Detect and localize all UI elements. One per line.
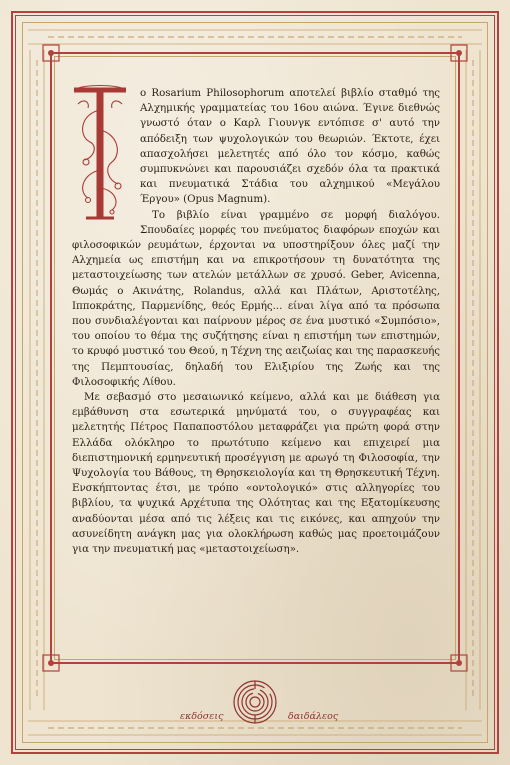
- corner-flourish-icon: [448, 42, 470, 64]
- drop-cap-t-icon: [68, 80, 132, 230]
- paragraph-2: Το βιβλίο είναι γραμμένο σε μορφή διαλόγου. Σπουδαίες μορφές του πνεύματος διαφόρων εποχών και φιλοσοφικών ρευμάτων, έρχονται να υποστηρίξουν όλες μαζί την Αλχημεία ως επιστήμη και να επικροτήσουν τη δυνατότητα της μεταστοιχείωσης των ατελών μετάλλων σε χρυσό. Geber, Avicenna, Θωμάς ο Ακινάτης, Rolandus, αλλά και Πλάτων, Αριστοτέλης, Ιπποκράτης, Παρμενίδης, θεός Ερμής... είναι λίγα από τα πρόσωπα που συνδιαλέγονται και παίρνουν μέρος σε ένα μυστικό «Συμπόσιο», του οποίου το θέμα της συζήτησης είναι η επιστήμη των επιστημών, το κρυφό μυστικό του Θεού, η Τέχνη της αειζωίας και της παρασκευής της Πεμπτουσίας, δηλαδή του Ελιξιρίου της Ζωής και της Φιλοσοφικής Λίθου.: [72, 208, 440, 388]
- ornament-band-right: [464, 50, 482, 710]
- ornament-band-left: [28, 50, 46, 710]
- body-text: [72, 86, 440, 557]
- corner-flourish-icon: [40, 42, 62, 64]
- corner-flourish-icon: [40, 652, 62, 674]
- paragraph-3: Με σεβασμό στο μεσαιωνικό κείμενο, αλλά και με διάθεση για εμβάθυνση στα εσωτερικά μηνύματά του, ο συγγραφέας και μελετητής Πέτρος Παπαποστόλου μεταφράζει για πρώτη φορά στην Ελλάδα ολόκληρο το πρωτότυπο κείμενο και επιχειρεί μια διεπιστημονική ερμηνευτική προσέγγιση με αρωγό τη Φιλοσοφία, την Ψυχολογία του Βάθους, τη Θρησκειολογία και τη Θρησκευτική Τέχνη. Ενσκήπτοντας έτσι, με τρόπο «οντολογικό» στις αλληγορίες του βιβλίου, τα ψυχικά Αρχέτυπα της Ολότητας και της Εξατομίκευσης αναδύονται μέσα από τις λέξεις και τις εικόνες, και απηχούν την ασυνείδητη ανάγκη μας για ολοκλήρωση καθώς μας προετοιμάζουν για την πνευματική μας «μεταστοιχείωση».: [72, 391, 440, 556]
- publisher-name-right: δαιδάλεος: [288, 711, 339, 722]
- labyrinth-icon: [232, 679, 278, 725]
- publisher-mark: [150, 673, 360, 733]
- publisher-name-left: εκδόσεις: [180, 711, 224, 722]
- ornament-band-top: [28, 28, 482, 46]
- corner-flourish-icon: [448, 652, 470, 674]
- paragraph-1: ο Rosarium Philosophorum αποτελεί βιβλίο σταθμό της Αλχημικής γραμματείας του 16ου αιώνα. Έγινε διεθνώς γνωστό όταν ο Καρλ Γιουνγκ εντόπισε σ' αυτό την απόδειξη των ψυχολογικών του θεωριών. Έκτοτε, έχει απασχολήσει μελετητές από όλο τον κόσμο, καθώς συμπυκνώνει και παρουσιάζει σχεδόν όλα τα πρακτικά και πνευματικά Στάδια του αλχημικού «Μεγάλου Έργου» (Opus Magnum).: [140, 87, 440, 206]
